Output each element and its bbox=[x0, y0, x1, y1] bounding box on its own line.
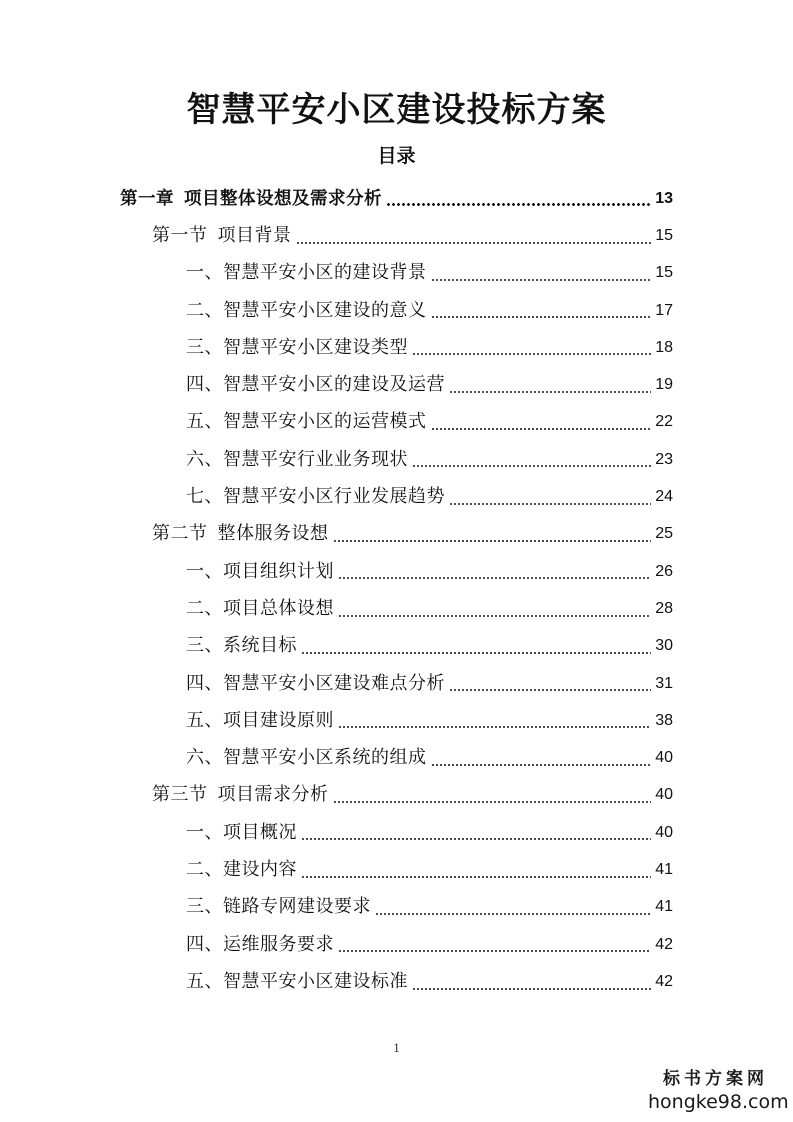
toc-entry-prefix: 一、 bbox=[186, 560, 223, 582]
toc-entry-item[interactable] bbox=[0, 478, 793, 515]
toc-entry-item[interactable] bbox=[0, 702, 793, 739]
toc-entry-prefix: 五、 bbox=[186, 411, 223, 433]
toc-entry-page: 26 bbox=[655, 562, 673, 580]
toc-entry-label bbox=[186, 634, 297, 658]
toc-entry-item[interactable] bbox=[0, 739, 793, 776]
toc-entry-title: 智慧平安小区建设的意义 bbox=[223, 299, 427, 321]
toc-entry-page: 40 bbox=[655, 786, 673, 804]
toc-dot-leader bbox=[449, 391, 651, 393]
toc-dot-leader bbox=[338, 615, 651, 617]
toc-dot-leader bbox=[412, 988, 651, 990]
toc-entry-item[interactable] bbox=[0, 851, 793, 888]
toc-entry-page: 15 bbox=[655, 226, 673, 244]
toc-entry-prefix: 第一章 bbox=[120, 188, 174, 209]
toc-entry-item[interactable] bbox=[0, 889, 793, 926]
toc-entry-chapter-1[interactable] bbox=[0, 180, 793, 217]
toc-entry-page: 42 bbox=[655, 972, 673, 990]
toc-entry-prefix: 第一节 bbox=[152, 224, 208, 246]
toc-entry-page: 42 bbox=[655, 935, 673, 953]
toc-entry-title: 整体服务设想 bbox=[217, 523, 329, 545]
toc-entry-page: 17 bbox=[655, 301, 673, 319]
toc-entry-label bbox=[186, 895, 371, 919]
toc-entry-section-1[interactable] bbox=[0, 217, 793, 254]
toc-entry-label bbox=[186, 821, 297, 845]
toc-entry-page: 40 bbox=[655, 823, 673, 841]
toc-entry-label bbox=[186, 336, 408, 360]
toc-entry-label bbox=[152, 224, 292, 248]
toc-entry-label bbox=[186, 746, 427, 770]
toc-dot-leader bbox=[333, 540, 652, 542]
toc-entry-label bbox=[186, 410, 427, 434]
toc-entry-label bbox=[186, 485, 445, 509]
toc-entry-prefix: 四、 bbox=[186, 933, 223, 955]
toc-dot-leader bbox=[301, 652, 651, 654]
toc-entry-prefix: 四、 bbox=[186, 374, 223, 396]
toc-entry-prefix: 五、 bbox=[186, 709, 223, 731]
toc-entry-item[interactable] bbox=[0, 366, 793, 403]
toc-entry-item[interactable] bbox=[0, 590, 793, 627]
toc-dot-leader bbox=[338, 577, 651, 579]
toc-entry-label bbox=[186, 970, 408, 994]
table-of-contents bbox=[0, 180, 793, 1001]
toc-dot-leader bbox=[375, 913, 651, 915]
toc-dot-leader bbox=[412, 353, 651, 355]
toc-entry-prefix: 一、 bbox=[186, 262, 223, 284]
watermark-site-name: 标书方案网 bbox=[663, 1069, 768, 1089]
toc-entry-title: 智慧平安小区建设难点分析 bbox=[223, 672, 445, 694]
toc-entry-item[interactable] bbox=[0, 926, 793, 963]
toc-entry-page: 38 bbox=[655, 711, 673, 729]
toc-entry-section-2[interactable] bbox=[0, 516, 793, 553]
toc-dot-leader bbox=[431, 764, 652, 766]
toc-entry-section-3[interactable] bbox=[0, 777, 793, 814]
toc-entry-item[interactable] bbox=[0, 292, 793, 329]
toc-entry-title: 智慧平安小区的建设背景 bbox=[223, 262, 427, 284]
toc-entry-title: 项目需求分析 bbox=[217, 784, 329, 806]
toc-entry-title: 项目概况 bbox=[223, 821, 297, 843]
toc-entry-label bbox=[186, 597, 334, 621]
toc-entry-title: 智慧平安小区行业发展趋势 bbox=[223, 486, 445, 508]
toc-entry-label bbox=[152, 522, 329, 546]
toc-entry-page: 24 bbox=[655, 488, 673, 506]
toc-entry-prefix: 七、 bbox=[186, 486, 223, 508]
toc-entry-prefix: 六、 bbox=[186, 747, 223, 769]
toc-entry-page: 41 bbox=[655, 898, 673, 916]
toc-entry-page: 13 bbox=[655, 189, 673, 207]
site-watermark bbox=[648, 1068, 789, 1114]
toc-dot-leader bbox=[412, 465, 651, 467]
toc-entry-page: 23 bbox=[655, 450, 673, 468]
toc-entry-page: 40 bbox=[655, 749, 673, 767]
toc-entry-prefix: 二、 bbox=[186, 858, 223, 880]
toc-entry-page: 18 bbox=[655, 338, 673, 356]
toc-entry-title: 智慧平安小区的建设及运营 bbox=[223, 374, 445, 396]
toc-entry-page: 25 bbox=[655, 525, 673, 543]
page-number: 1 bbox=[393, 1040, 400, 1055]
toc-entry-title: 项目整体设想及需求分析 bbox=[184, 188, 382, 209]
toc-entry-title: 项目建设原则 bbox=[223, 709, 334, 731]
toc-entry-prefix: 一、 bbox=[186, 821, 223, 843]
toc-dot-leader bbox=[449, 503, 651, 505]
toc-dot-leader bbox=[301, 838, 651, 840]
toc-dot-leader bbox=[301, 876, 651, 878]
toc-entry-prefix: 四、 bbox=[186, 672, 223, 694]
toc-entry-title: 项目总体设想 bbox=[223, 597, 334, 619]
toc-dot-leader bbox=[431, 279, 652, 281]
toc-entry-title: 项目背景 bbox=[217, 224, 292, 246]
toc-entry-label bbox=[186, 858, 297, 882]
toc-entry-title: 智慧平安小区的运营模式 bbox=[223, 411, 427, 433]
toc-dot-leader bbox=[333, 801, 652, 803]
toc-entry-title: 智慧平安小区建设标准 bbox=[223, 970, 408, 992]
toc-entry-title: 系统目标 bbox=[223, 635, 297, 657]
toc-dot-leader bbox=[431, 428, 652, 430]
toc-dot-leader bbox=[296, 242, 652, 244]
toc-dot-leader bbox=[338, 726, 651, 728]
toc-entry-title: 智慧平安小区建设类型 bbox=[223, 336, 408, 358]
toc-entry-page: 28 bbox=[655, 599, 673, 617]
toc-entry-item[interactable] bbox=[0, 553, 793, 590]
toc-dot-leader bbox=[431, 316, 652, 318]
toc-entry-page: 30 bbox=[655, 637, 673, 655]
toc-entry-prefix: 三、 bbox=[186, 336, 223, 358]
toc-entry-label bbox=[186, 299, 427, 323]
toc-entry-item[interactable] bbox=[0, 329, 793, 366]
toc-entry-prefix: 二、 bbox=[186, 299, 223, 321]
toc-entry-prefix: 二、 bbox=[186, 597, 223, 619]
toc-entry-label bbox=[186, 709, 334, 733]
toc-entry-prefix: 五、 bbox=[186, 970, 223, 992]
toc-entry-label bbox=[186, 672, 445, 696]
toc-entry-title: 智慧平安小区系统的组成 bbox=[223, 747, 427, 769]
toc-entry-label bbox=[186, 933, 334, 957]
document-title: 智慧平安小区建设投标方案 bbox=[186, 90, 607, 130]
toc-entry-title: 链路专网建设要求 bbox=[223, 896, 371, 918]
toc-entry-title: 项目组织计划 bbox=[223, 560, 334, 582]
toc-entry-item[interactable] bbox=[0, 665, 793, 702]
toc-dot-leader bbox=[338, 950, 651, 952]
toc-entry-prefix: 三、 bbox=[186, 635, 223, 657]
toc-dot-leader bbox=[449, 689, 651, 691]
toc-entry-item[interactable] bbox=[0, 963, 793, 1000]
toc-entry-page: 31 bbox=[655, 674, 673, 692]
toc-entry-label bbox=[186, 373, 445, 397]
toc-entry-page: 15 bbox=[655, 264, 673, 282]
toc-entry-label bbox=[120, 187, 382, 211]
toc-entry-label bbox=[152, 783, 329, 807]
toc-dot-leader bbox=[386, 203, 651, 206]
toc-heading: 目录 bbox=[377, 145, 416, 167]
toc-entry-item[interactable] bbox=[0, 255, 793, 292]
watermark-url: hongke98.com bbox=[648, 1091, 789, 1113]
toc-entry-title: 运维服务要求 bbox=[223, 933, 334, 955]
toc-entry-title: 建设内容 bbox=[223, 858, 297, 880]
toc-entry-prefix: 第二节 bbox=[152, 523, 208, 545]
toc-entry-item[interactable] bbox=[0, 814, 793, 851]
toc-entry-prefix: 六、 bbox=[186, 448, 223, 470]
toc-entry-prefix: 第三节 bbox=[152, 784, 208, 806]
toc-entry-title: 智慧平安行业业务现状 bbox=[223, 448, 408, 470]
toc-entry-item[interactable] bbox=[0, 628, 793, 665]
toc-entry-item[interactable] bbox=[0, 404, 793, 441]
toc-entry-page: 19 bbox=[655, 376, 673, 394]
toc-entry-page: 22 bbox=[655, 413, 673, 431]
toc-entry-item[interactable] bbox=[0, 441, 793, 478]
toc-entry-label bbox=[186, 261, 427, 285]
toc-entry-page: 41 bbox=[655, 860, 673, 878]
toc-entry-label bbox=[186, 560, 334, 584]
toc-entry-label bbox=[186, 448, 408, 472]
toc-entry-prefix: 三、 bbox=[186, 896, 223, 918]
